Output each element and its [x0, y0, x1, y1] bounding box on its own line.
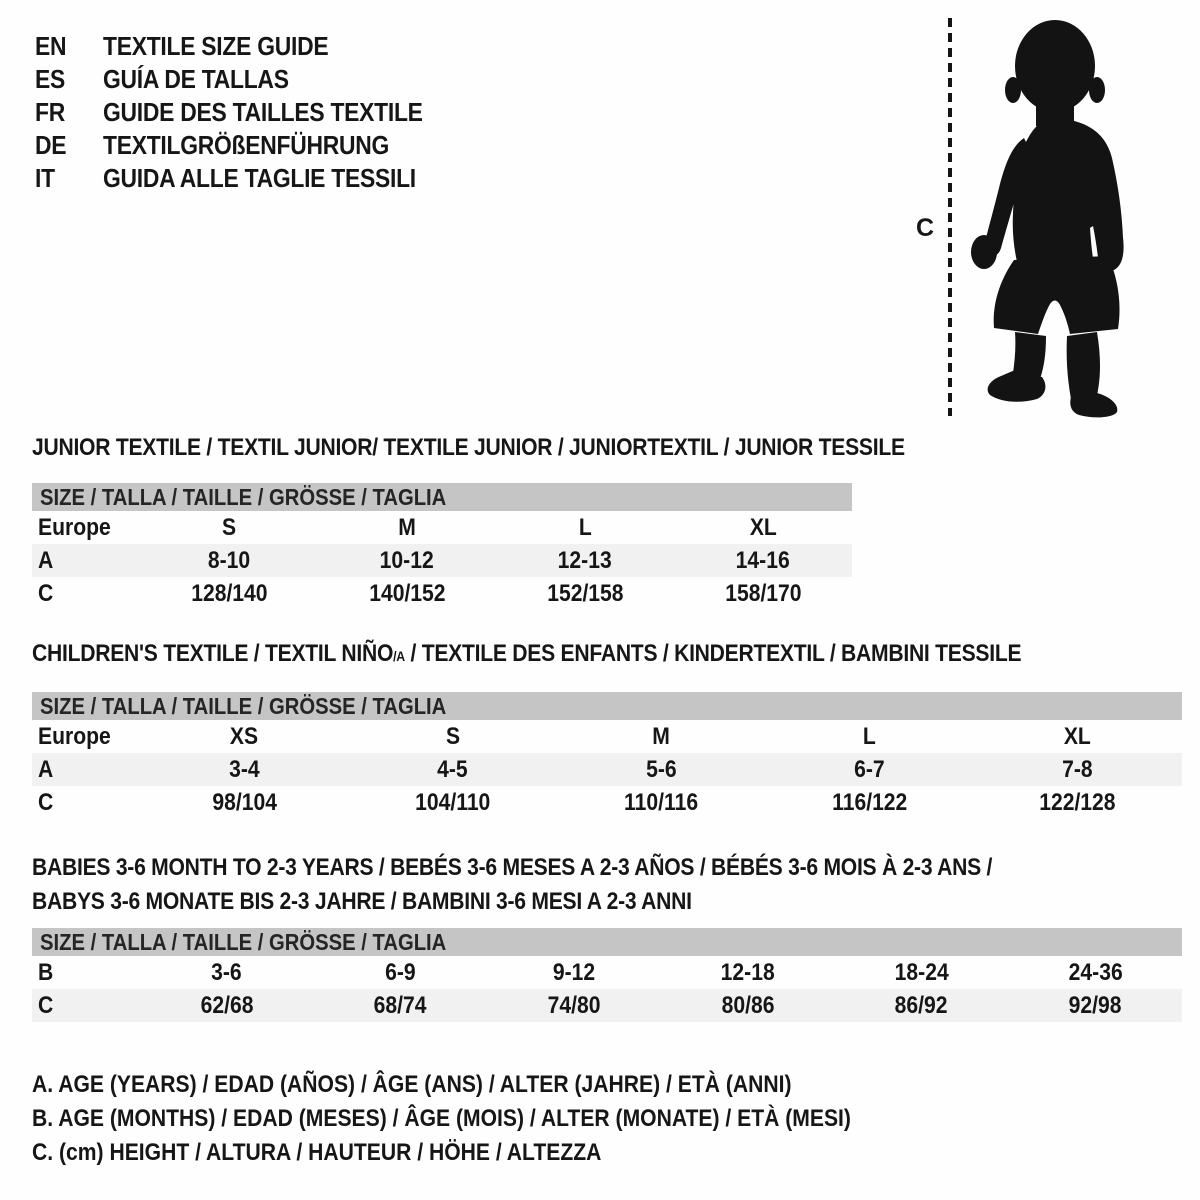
table-cell: 86/92: [895, 991, 948, 1019]
legend-line: B. AGE (MONTHS) / EDAD (MESES) / ÂGE (MOIS) / ALTER (MONATE) / ETÀ (MESI): [32, 1105, 851, 1132]
table-cell: 68/74: [374, 991, 427, 1019]
legend-line: C. (cm) HEIGHT / ALTURA / HAUTEUR / HÖHE / ALTEZZA: [32, 1139, 602, 1166]
language-code: FR: [35, 97, 65, 127]
table-cell: 80/86: [721, 991, 775, 1019]
row-label: C: [38, 991, 54, 1019]
babies-size-header-bar: SIZE / TALLA / TAILLE / GRÖSSE / TAGLIA: [32, 928, 1182, 956]
language-code: DE: [35, 130, 67, 160]
table-cell: 6-9: [385, 958, 416, 986]
language-code: EN: [35, 31, 67, 61]
table-cell: 8-10: [207, 546, 251, 574]
table-row: [32, 956, 1182, 989]
junior-section-title: JUNIOR TEXTILE / TEXTIL JUNIOR/ TEXTILE JUNIOR / JUNIORTEXTIL / JUNIOR TESSILE: [32, 434, 905, 461]
table-cell: M: [398, 513, 416, 541]
table-cell: S: [221, 513, 237, 541]
language-row-de: [35, 129, 466, 162]
table-row: [32, 511, 852, 544]
table-cell: 12-18: [720, 958, 775, 986]
table-cell: 3-4: [228, 755, 260, 783]
language-row-fr: [35, 96, 466, 129]
children-size-header-bar: SIZE / TALLA / TAILLE / GRÖSSE / TAGLIA: [32, 692, 1182, 720]
language-title: TEXTILE SIZE GUIDE: [103, 31, 329, 61]
table-cell: M: [652, 722, 670, 750]
language-code: IT: [35, 163, 55, 193]
table-cell: 62/68: [200, 991, 254, 1019]
table-cell: 98/104: [211, 788, 277, 816]
table-cell: 18-24: [894, 958, 949, 986]
junior-textile-section: [32, 434, 905, 610]
table-cell: 14-16: [735, 546, 791, 574]
table-cell: 9-12: [553, 958, 596, 986]
language-row-en: [35, 30, 466, 63]
table-cell: XS: [230, 722, 259, 750]
table-row: [32, 786, 1182, 819]
table-cell: 10-12: [379, 546, 435, 574]
table-row: [32, 753, 1182, 786]
table-cell: L: [862, 722, 876, 750]
legend: [32, 1068, 963, 1170]
row-label: C: [38, 788, 54, 816]
height-measure-dashed-line: [948, 18, 952, 416]
table-cell: XL: [749, 513, 777, 541]
table-cell: 152/158: [546, 579, 624, 607]
junior-size-header-bar: SIZE / TALLA / TAILLE / GRÖSSE / TAGLIA: [32, 483, 852, 511]
row-label: A: [38, 755, 54, 783]
table-cell: 4-5: [437, 755, 468, 783]
language-header: [35, 30, 466, 195]
table-cell: 74/80: [547, 991, 601, 1019]
table-cell: L: [578, 513, 592, 541]
children-textile-section: [32, 641, 1182, 819]
table-cell: 6-7: [854, 755, 885, 783]
toddler-silhouette-image: [958, 14, 1140, 420]
row-label: B: [38, 958, 54, 986]
table-row: [32, 577, 852, 610]
table-row: [32, 720, 1182, 753]
table-cell: XL: [1064, 722, 1092, 750]
table-row: [32, 544, 852, 577]
table-cell: 104/110: [415, 788, 491, 816]
table-cell: 122/128: [1039, 788, 1116, 816]
table-cell: 7-8: [1062, 755, 1094, 783]
row-label: Europe: [38, 722, 111, 750]
legend-line: A. AGE (YEARS) / EDAD (AÑOS) / ÂGE (ANS) / ALTER (JAHRE) / ETÀ (ANNI): [32, 1071, 792, 1098]
table-cell: 5-6: [645, 755, 677, 783]
row-label: A: [38, 546, 54, 574]
language-row-it: [35, 162, 466, 195]
table-cell: 116/122: [831, 788, 908, 816]
row-label: C: [38, 579, 54, 607]
language-title: GUIDE DES TAILLES TEXTILE: [103, 97, 423, 127]
table-cell: 128/140: [190, 579, 268, 607]
language-code: ES: [35, 64, 66, 94]
table-cell: 12-13: [557, 546, 613, 574]
babies-textile-section: [32, 851, 1182, 1022]
table-cell: 24-36: [1068, 958, 1123, 986]
table-cell: 3-6: [211, 958, 243, 986]
children-section-title: CHILDREN'S TEXTILE / TEXTIL NIÑO/A / TEXTILE DES ENFANTS / KINDERTEXTIL / BAMBINI TESSILE: [32, 640, 1022, 667]
babies-section-title: BABIES 3-6 MONTH TO 2-3 YEARS / BEBÉS 3-6 MESES A 2-3 AÑOS / BÉBÉS 3-6 MOIS À 2-3 ANS / BABYS 3-6 MONATE BIS 2-3 JAHRE / BAMBINI 3-6 MESI A 2-3 ANNI: [32, 854, 993, 915]
language-row-es: [35, 63, 466, 96]
babies-table-rows: [32, 956, 1182, 1022]
table-cell: 110/116: [623, 788, 699, 816]
language-title: GUÍA DE TALLAS: [103, 64, 289, 94]
children-table-rows: [32, 720, 1182, 819]
junior-table-rows: [32, 511, 852, 610]
table-row: [32, 989, 1182, 1022]
table-cell: 140/152: [368, 579, 446, 607]
height-measure-label: C: [916, 214, 935, 242]
title-subscript: /A: [393, 648, 405, 664]
language-title: TEXTILGRÖßENFÜHRUNG: [103, 130, 390, 160]
language-title: GUIDA ALLE TAGLIE TESSILI: [103, 163, 416, 193]
table-cell: 158/170: [724, 579, 802, 607]
table-cell: 92/98: [1068, 991, 1122, 1019]
row-label: Europe: [38, 513, 111, 541]
table-cell: S: [445, 722, 460, 750]
